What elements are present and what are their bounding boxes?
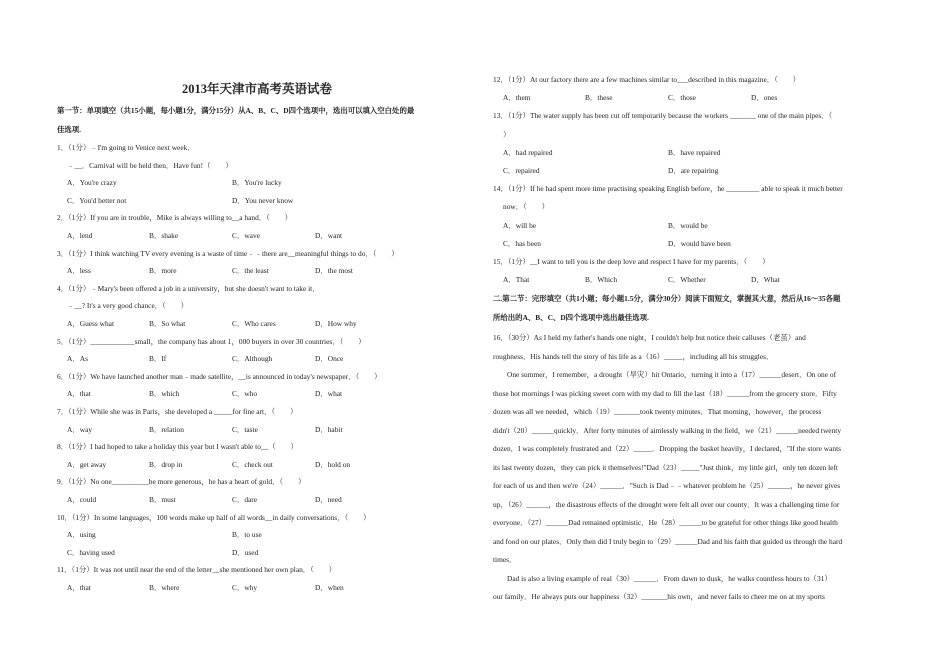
page-title: 2013年天津市高考英语试卷 xyxy=(181,82,332,96)
answer-option[interactable]: B．these xyxy=(585,93,613,103)
answer-option[interactable]: B．relation xyxy=(149,424,184,434)
answer-option[interactable]: D．when xyxy=(315,583,344,592)
question-stem: 14．（1分）If he had spent more time practising speaking English before，he _________ able to speak it much better xyxy=(493,184,843,194)
passage-line: those hot mornings I was picking sweet corn with my dad to fill the last（18）______from the grocery store．Fifty xyxy=(493,388,837,398)
question-stem: 15．（1分）__I want to tell you is the deep love and respect I have for my parents．（ ） xyxy=(493,257,770,266)
answer-option[interactable]: B．which xyxy=(149,389,180,399)
question-stem: 11．（1分）It was not until near the end of the letter__she mentioned her own plan．（ ） xyxy=(57,565,337,575)
answer-option[interactable]: B．So what xyxy=(149,319,186,328)
answer-option[interactable]: D．need xyxy=(315,495,342,504)
answer-option[interactable]: A．could xyxy=(67,495,97,504)
answer-option[interactable]: D．How why xyxy=(315,319,357,328)
passage-line: roughness．His hands tell the story of his life as a（16）_____，including all his struggles． xyxy=(493,351,774,361)
question-stem-cont: ﹣__．Carnival will be held then．Have fun!（ ） xyxy=(67,160,233,170)
passage-line: Dad is also a living example of real（30）______．From dawn to dusk，he walks countless hours to（31） xyxy=(507,573,832,583)
answer-option[interactable]: D．ones xyxy=(751,93,778,103)
answer-option[interactable]: B．to use xyxy=(232,530,262,540)
answer-option[interactable]: A．them xyxy=(503,93,531,103)
passage-line: for each of us and then we're（24）______．"Such is Dad﹣﹣whatever problem he（25）______，he never gives xyxy=(493,481,841,491)
section1-heading: 第一节：单项填空（共15小题，每小题1分，满分15分）从A、B、C、D四个选项中，选出可以填入空白处的最 xyxy=(57,106,415,115)
answer-option[interactable]: A．way xyxy=(67,424,93,434)
passage-line: 16．（30分）As I held my father's hands one night，I couldn't help but notice their calluses（老茧）and xyxy=(493,333,806,343)
answer-option[interactable]: C．having used xyxy=(67,547,115,557)
answer-option[interactable]: D．Once xyxy=(315,354,344,364)
answer-option[interactable]: C．taste xyxy=(232,424,258,434)
answer-option[interactable]: A．lend xyxy=(67,231,93,240)
answer-option[interactable]: D．what xyxy=(315,389,343,399)
answer-option[interactable]: D．What xyxy=(751,275,780,285)
question-stem: 12．（1分）At our factory there are a few machines similar to___described in this magazine．（ ） xyxy=(493,75,801,84)
answer-option[interactable]: D．are repairing xyxy=(668,166,719,175)
answer-option[interactable]: A．Guess what xyxy=(67,319,115,328)
section2-heading-cont: 所给出的A、B、C、D四个选项中选出最佳选项. xyxy=(493,313,649,323)
answer-option[interactable]: C．check out xyxy=(232,459,273,469)
question-stem-cont: ﹣__? It's a very good chance．（ ） xyxy=(67,301,188,311)
question-stem-cont: ） xyxy=(503,129,511,139)
answer-option[interactable]: B．shake xyxy=(149,231,179,240)
answer-option[interactable]: D．hold on xyxy=(315,459,351,469)
question-stem: 6．（1分）We have launched another man﹣made satellite，__is announced in today's newspaper．（ ） xyxy=(57,371,382,381)
question-stem: 4．（1分）﹣Mary's been offered a job in a university，but she doesn't want to take it． xyxy=(57,283,320,293)
answer-option[interactable]: C．Who cares xyxy=(232,319,276,328)
question-stem: 2．（1分）If you are in trouble，Mike is always willing to__a hand．（ ） xyxy=(57,213,293,223)
passage-line: everyone．（27）______Dad remained optimistic．He（28）______to be grateful for other things like good health xyxy=(493,518,838,528)
answer-option[interactable]: D．used xyxy=(232,547,259,557)
question-stem: 8．（1分）I had hoped to take a holiday this year but I wasn't able to__（ ） xyxy=(57,442,298,452)
answer-option[interactable]: A．will be xyxy=(503,220,537,230)
question-stem: 13．（1分）The water supply has been cut off temporarily because the workers _______ one of the main pipes．（ xyxy=(493,111,833,121)
answer-option[interactable]: B．more xyxy=(149,266,177,276)
answer-option[interactable]: C．has been xyxy=(503,238,541,248)
question-stem: 9．（1分）No one__________be more generous，he has a heart of gold．（ ） xyxy=(57,477,306,487)
passage-line: dozen．I was completely frustrated and（22）_____．Dropping the basket heavily，I declared，"If the store wants xyxy=(493,444,842,454)
question-stem: 1．（1分）﹣I'm going to Venice next week． xyxy=(57,143,195,152)
answer-option[interactable]: B．must xyxy=(149,495,176,504)
passage-line: dozen was all we needed，which（19）_______took twenty minutes．That morning，however，the process xyxy=(493,407,822,417)
section1-heading-cont: 佳选项. xyxy=(57,125,82,134)
answer-option[interactable]: B．where xyxy=(149,583,180,592)
answer-option[interactable]: C．wave xyxy=(232,231,260,240)
answer-option[interactable]: A．had repaired xyxy=(503,147,553,157)
answer-option[interactable]: C．Although xyxy=(232,354,273,364)
answer-option[interactable]: A．get away xyxy=(67,459,107,469)
answer-option[interactable]: A．that xyxy=(67,583,91,592)
question-stem-cont: now．（ ） xyxy=(503,202,549,212)
answer-option[interactable]: A．You're crazy xyxy=(67,178,117,188)
answer-option[interactable]: C．why xyxy=(232,583,258,592)
answer-option[interactable]: A．using xyxy=(67,530,96,540)
answer-option[interactable]: B．would be xyxy=(668,220,708,230)
passage-line: up．（26）______，the disastrous effects of the drought were felt all over our county．It was a challenging time for xyxy=(493,499,840,509)
answer-option[interactable]: D．want xyxy=(315,231,343,240)
answer-option[interactable]: C．those xyxy=(668,93,696,103)
answer-option[interactable]: C．Whether xyxy=(668,275,706,285)
question-stem: 7．（1分）While she was in Paris，she developed a _____for fine art．（ ） xyxy=(57,407,298,416)
answer-option[interactable]: A．As xyxy=(67,354,88,364)
passage-line: times． xyxy=(493,555,517,565)
answer-option[interactable]: B．If xyxy=(149,354,167,364)
question-stem: 3．（1分）I think watching TV every evening is a waste of time﹣﹣there are__meaningful things to do．（ ） xyxy=(57,248,399,258)
answer-option[interactable]: B．have repaired xyxy=(668,147,721,157)
answer-option[interactable]: C．the least xyxy=(232,266,269,276)
answer-option[interactable]: C．who xyxy=(232,389,258,399)
question-stem: 5．（1分）____________small，the company has about 1，000 buyers in over 30 countries．（ ） xyxy=(57,336,366,346)
passage-line: our family．He always puts our happiness（32）_______his own，and never fails to cheer me on at my sports xyxy=(493,592,825,602)
question-stem: 10．（1分）In some languages，100 words make up half of all words__in daily conversations．（ ） xyxy=(57,512,371,522)
answer-option[interactable]: A．less xyxy=(67,266,91,276)
answer-option[interactable]: C．repaired xyxy=(503,166,540,175)
passage-line: One summer，I remember，a drought（旱灾）hit Ontario，turning it into a（17）______desert．On one of xyxy=(507,370,837,380)
answer-option[interactable]: D．the most xyxy=(315,266,353,276)
passage-line: didn't（20）______quickly．After forty minutes of aimlessly walking in the field，we（21）______needed twenty xyxy=(493,425,842,435)
answer-option[interactable]: B．drop in xyxy=(149,459,183,469)
answer-option[interactable]: D．would have been xyxy=(668,238,731,248)
answer-option[interactable]: C．dare xyxy=(232,495,258,504)
answer-option[interactable]: D．You never know xyxy=(232,195,294,205)
passage-line: and food on our plates．Only then did I truly begin to（29）______Dad and his faith that guided us through the hard xyxy=(493,536,843,546)
section2-heading: 二.第二节：完形填空（共1小题；每小题1.5分，满分30分）阅读下面短文，掌握其大意，然后从16～35各题 xyxy=(493,294,841,304)
answer-option[interactable]: D．habit xyxy=(315,424,343,434)
answer-option[interactable]: A．that xyxy=(67,389,91,399)
answer-option[interactable]: B．Which xyxy=(585,275,618,285)
answer-option[interactable]: C．You'd better not xyxy=(67,195,127,205)
answer-option[interactable]: B．You're lucky xyxy=(232,178,282,188)
passage-line: its last twenty dozen，they can pick it themselves!"Dad（23）_____"Just think，my little girl，only ten dozen left xyxy=(493,462,838,472)
answer-option[interactable]: A．That xyxy=(503,275,530,285)
